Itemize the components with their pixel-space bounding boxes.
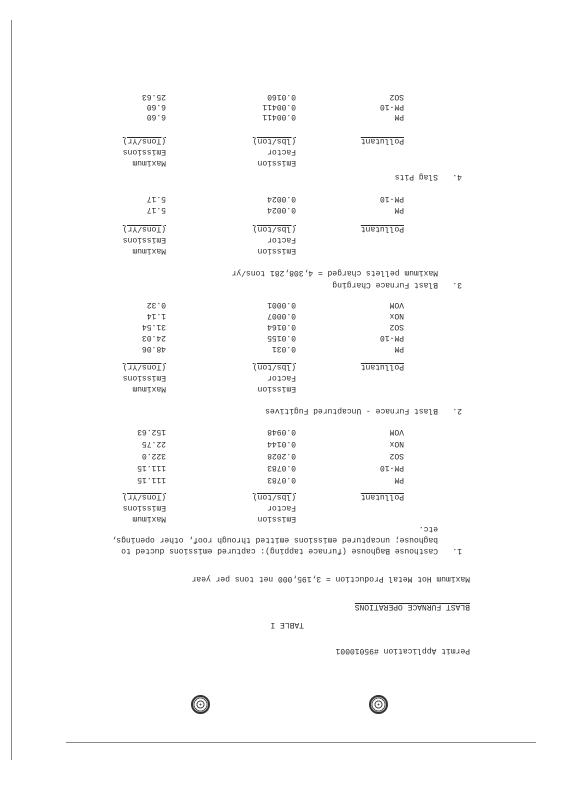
permit-number: Permit Application #95010001: [335, 646, 470, 655]
emissions-header: (Tons/Yr): [122, 362, 166, 371]
pollutant-cell: NOx: [389, 311, 404, 320]
pollutant-cell: NOx: [389, 439, 404, 448]
pollutant-header: Pollutant: [360, 136, 404, 145]
emissions-header: Maximum: [132, 246, 166, 255]
emissions-header: Emissions: [122, 373, 166, 382]
section-subtitle: Maximum pellets charged = 4,308,281 tons/yr: [231, 268, 438, 277]
section-title: BLAST FURNACE OPERATIONS: [354, 602, 470, 611]
factor-cell: 0.0144: [267, 439, 296, 448]
pollutant-cell: VOM: [389, 427, 404, 436]
emissions-cell: 152.63: [137, 427, 166, 436]
section-number: 1.: [452, 546, 462, 555]
pollutant-cell: VOM: [389, 300, 404, 309]
emissions-header: Emissions: [122, 503, 166, 512]
pollutant-cell: SO2: [389, 451, 404, 460]
factor-cell: 0.0164: [267, 322, 296, 331]
section-title-line: baghouse; uncaptured emissions emitted through roof, other openings,: [111, 535, 438, 544]
factor-cell: 0.0160: [267, 92, 296, 101]
pollutant-cell: PM-10: [379, 102, 404, 111]
factor-header: Emission: [257, 158, 296, 167]
punch-hole-mark: [369, 695, 388, 714]
emissions-cell: 5.17: [146, 205, 166, 214]
pollutant-cell: PM-10: [379, 463, 404, 472]
factor-header: Emission: [257, 384, 296, 393]
emissions-header: Maximum: [132, 514, 166, 523]
section-title: Casthouse Baghouse (furnace tapping): captured emissions ducted to: [121, 546, 438, 555]
scan-edge-line: [11, 20, 12, 760]
emissions-cell: 111.15: [137, 475, 166, 484]
pollutant-cell: SO2: [389, 92, 404, 101]
emissions-cell: 111.15: [137, 463, 166, 472]
emissions-cell: 5.17: [146, 194, 166, 203]
emissions-cell: 322.0: [141, 451, 166, 460]
emissions-header: Emissions: [122, 235, 166, 244]
factor-cell: 0.0007: [267, 311, 296, 320]
pollutant-cell: SO2: [389, 322, 404, 331]
scan-edge-line: [66, 742, 536, 743]
section-number: 4.: [452, 172, 462, 181]
emissions-cell: 25.63: [141, 92, 166, 101]
pollutant-cell: PM: [394, 475, 404, 484]
punch-hole-mark: [191, 695, 210, 714]
emissions-cell: 1.14: [146, 311, 166, 320]
factor-header: Emission: [257, 246, 296, 255]
emissions-cell: 48.06: [141, 344, 166, 353]
factor-cell: 0.0783: [267, 463, 296, 472]
emissions-header: (Tons/Yr): [122, 224, 166, 233]
factor-header: Factor: [267, 147, 296, 156]
emissions-header: Maximum: [132, 158, 166, 167]
factor-header: (lbs/ton): [252, 224, 296, 233]
factor-cell: 0.0155: [267, 333, 296, 342]
factor-header: Factor: [267, 373, 296, 382]
section-number: 2.: [452, 406, 462, 415]
pollutant-cell: PM: [394, 205, 404, 214]
pollutant-cell: PM-10: [379, 194, 404, 203]
factor-cell: 0.0024: [267, 205, 296, 214]
factor-cell: 0.00411: [262, 112, 296, 121]
factor-cell: 0.031: [271, 344, 296, 353]
max-production: Maximum Hot Metal Production = 3,195,000 net tons per year: [191, 574, 470, 583]
factor-header: (lbs/ton): [252, 362, 296, 371]
factor-cell: 0.00411: [262, 102, 296, 111]
section-number: 3.: [452, 280, 462, 289]
factor-header: (lbs/ton): [252, 492, 296, 501]
emissions-header: Maximum: [132, 384, 166, 393]
factor-header: Factor: [267, 235, 296, 244]
pollutant-cell: PM: [394, 112, 404, 121]
pollutant-cell: PM-10: [379, 333, 404, 342]
pollutant-header: Pollutant: [360, 492, 404, 501]
emissions-cell: 6.60: [146, 112, 166, 121]
table-title: TABLE I: [270, 620, 304, 629]
emissions-header: Emissions: [122, 147, 166, 156]
pollutant-header: Pollutant: [360, 362, 404, 371]
factor-cell: 0.0948: [267, 427, 296, 436]
emissions-cell: 24.03: [141, 333, 166, 342]
section-title-line: etc.: [418, 524, 438, 533]
emissions-header: (Tons/Yr): [122, 136, 166, 145]
emissions-cell: 31.54: [141, 322, 166, 331]
factor-header: Emission: [257, 514, 296, 523]
factor-header: (lbs/ton): [252, 136, 296, 145]
factor-cell: 0.0001: [267, 300, 296, 309]
factor-header: Factor: [267, 503, 296, 512]
factor-cell: 0.0783: [267, 475, 296, 484]
emissions-cell: 6.60: [146, 102, 166, 111]
emissions-cell: 22.75: [141, 439, 166, 448]
section-title: Blast Furnace - Uncaptured Fugitives: [265, 406, 438, 415]
factor-cell: 0.2028: [267, 451, 296, 460]
section-title: Slag Pits: [394, 172, 438, 181]
pollutant-header: Pollutant: [360, 224, 404, 233]
factor-cell: 0.0024: [267, 194, 296, 203]
emissions-cell: 0.32: [146, 300, 166, 309]
emissions-header: (Tons/Yr): [122, 492, 166, 501]
section-title: Blast Furnace Charging: [332, 280, 438, 289]
pollutant-cell: PM: [394, 344, 404, 353]
